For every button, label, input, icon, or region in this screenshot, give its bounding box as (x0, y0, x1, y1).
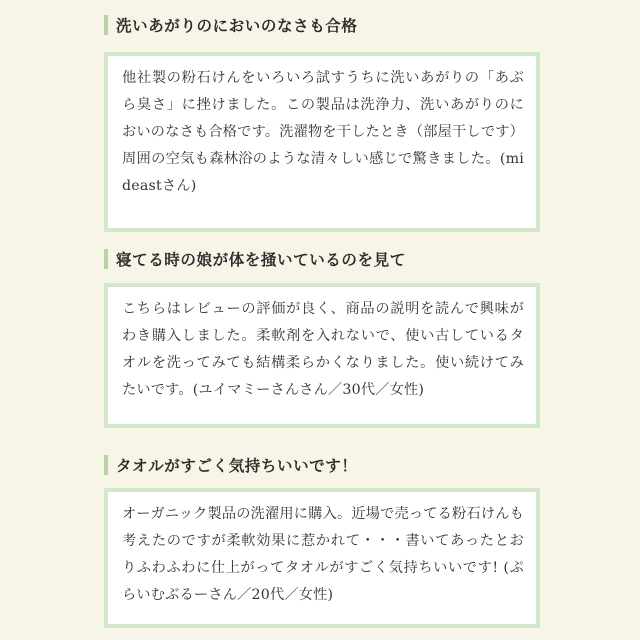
review-card (104, 52, 540, 232)
review-section-3 (104, 452, 540, 603)
review-section-1 (104, 12, 540, 194)
review-title: タオルがすごく気持ちいいです！ (116, 456, 358, 475)
review-heading (104, 452, 540, 478)
review-heading (104, 12, 540, 38)
review-card (104, 283, 540, 428)
review-section-2 (104, 246, 540, 398)
review-body: こちらはレビューの評価が良く、商品の説明を読んで興味がわき購入しました。柔軟剤を入れないで、使い古しているタオルを洗ってみても結構柔らかくなりました。使い続けてみたいです。(ユイマミーさんさん／30代／女性) (122, 301, 524, 398)
review-body: 他社製の粉石けんをいろいろ試すうちに洗いあがりの「あぶら臭さ」に挫けました。この製品は洗浄力、洗いあがりのにおいのなさも合格です。洗濯物を干したとき（部屋干しです）周囲の空気も森林浴のような清々しい感じで驚きました。(mideastさん) (122, 70, 524, 194)
review-title: 寝てる時の娘が体を掻いているのを見て (116, 250, 406, 269)
review-body: オーガニック製品の洗濯用に購入。近場で売ってる粉石けんも考えたのですが柔軟効果に惹かれて・・・書いてあったとおりふわふわに仕上がってタオルがすごく気持ちいいです! (ぷらいむぶるーさん／20代／女性) (122, 506, 525, 603)
review-title: 洗いあがりのにおいのなさも合格 (116, 16, 358, 35)
review-card (104, 488, 540, 628)
review-heading (104, 246, 540, 272)
